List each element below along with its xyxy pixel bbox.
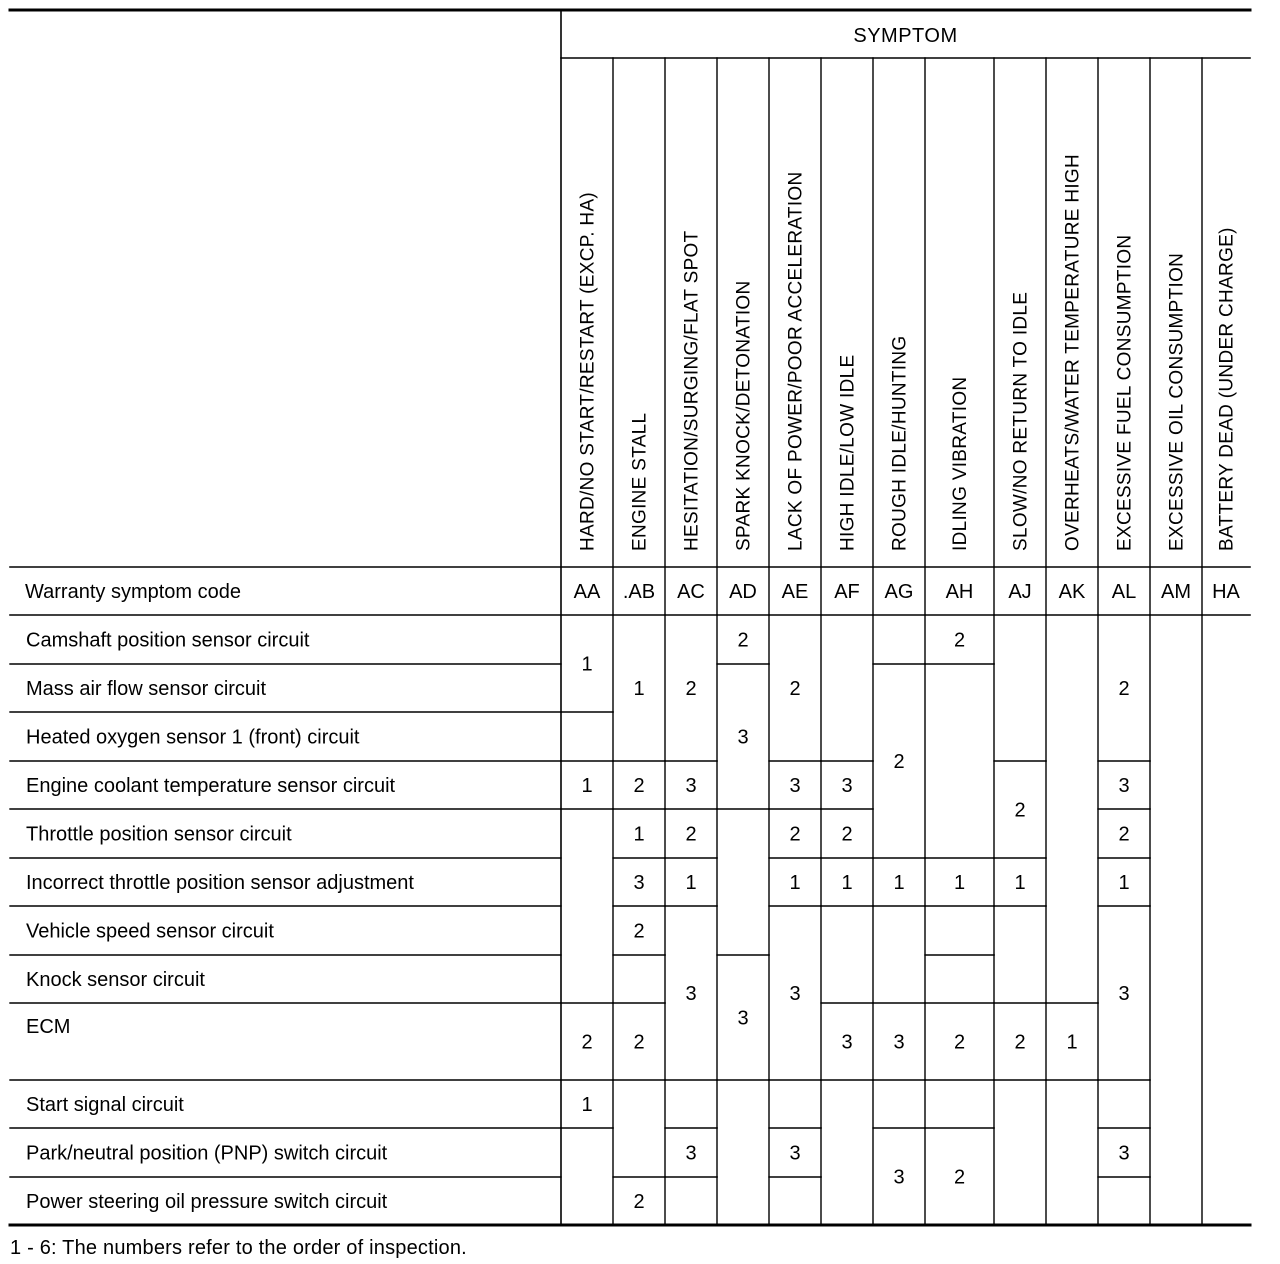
symptom-label: ROUGH IDLE/HUNTING [889, 335, 911, 551]
row-label: Mass air flow sensor circuit [26, 678, 267, 700]
inspection-order: 2 [953, 1031, 966, 1054]
symptom-label: SLOW/NO RETURN TO IDLE [1010, 291, 1032, 551]
symptom-label: HARD/NO START/RESTART (EXCP. HA) [577, 191, 599, 551]
row-label: Throttle position sensor circuit [26, 823, 292, 846]
inspection-order: 3 [737, 1007, 749, 1030]
inspection-order: 3 [633, 872, 645, 894]
inspection-order: 2 [841, 823, 853, 846]
row-label: Vehicle speed sensor circuit [26, 920, 274, 943]
symptom-label: HESITATION/SURGING/FLAT SPOT [681, 230, 703, 551]
inspection-order: 1 [581, 1094, 593, 1116]
row-label: Incorrect throttle position sensor adjustment [26, 872, 414, 894]
inspection-order: 3 [841, 1031, 853, 1054]
inspection-order: 2 [685, 678, 697, 700]
inspection-order: 2 [789, 678, 801, 700]
symptom-label: ENGINE STALL [629, 412, 651, 551]
inspection-order: 1 [633, 678, 645, 700]
row-label: Knock sensor circuit [26, 969, 205, 991]
inspection-order: 1 [789, 872, 801, 894]
symptom-code: AK [1058, 581, 1086, 603]
inspection-order: 3 [737, 726, 749, 749]
inspection-order: 1 [1066, 1031, 1078, 1054]
code-row-label: Warranty symptom code [25, 581, 241, 603]
inspection-order: 1 [581, 653, 593, 676]
symptom-code: AE [781, 581, 809, 603]
inspection-order: 3 [1118, 983, 1130, 1005]
symptom-code: AJ [1008, 581, 1032, 603]
inspection-order: 3 [789, 983, 801, 1005]
symptom-label: LACK OF POWER/POOR ACCELERATION [785, 171, 807, 551]
row-label: Camshaft position sensor circuit [26, 629, 310, 652]
inspection-order: 3 [1118, 1142, 1130, 1165]
symptom-label: SPARK KNOCK/DETONATION [733, 280, 755, 551]
inspection-order: 1 [841, 872, 853, 894]
inspection-order: 3 [685, 775, 697, 797]
inspection-order: 2 [1014, 799, 1026, 822]
symptom-code: AD [729, 581, 757, 603]
symptom-header: SYMPTOM [853, 25, 958, 47]
inspection-order: 2 [581, 1031, 593, 1054]
symptom-code: HA [1212, 581, 1240, 603]
row-label: Park/neutral position (PNP) switch circuit [26, 1142, 388, 1165]
symptom-code: AC [677, 581, 705, 603]
inspection-order: 3 [841, 775, 853, 797]
row-label: ECM [26, 1016, 71, 1038]
row-label: Engine coolant temperature sensor circuit [26, 775, 396, 797]
inspection-order: 1 [953, 872, 966, 894]
inspection-order: 3 [893, 1166, 905, 1189]
inspection-order: 1 [1014, 872, 1026, 894]
inspection-order: 2 [633, 920, 645, 943]
inspection-order: 2 [1014, 1031, 1026, 1054]
symptom-code: .AB [622, 581, 656, 603]
symptom-code: AM [1161, 581, 1191, 603]
row-label: Power steering oil pressure switch circuit [26, 1191, 388, 1213]
inspection-order: 2 [1118, 678, 1130, 700]
inspection-order: 2 [789, 823, 801, 846]
inspection-order: 1 [685, 872, 697, 894]
symptom-label: BATTERY DEAD (UNDER CHARGE) [1216, 227, 1238, 551]
symptom-label: EXCESSIVE OIL CONSUMPTION [1166, 252, 1188, 551]
inspection-order: 2 [737, 629, 749, 652]
symptom-label: OVERHEATS/WATER TEMPERATURE HIGH [1062, 153, 1084, 551]
symptom-label: IDLING VIBRATION [950, 376, 971, 551]
inspection-order: 3 [893, 1031, 905, 1054]
inspection-order: 1 [581, 775, 593, 797]
symptom-code: AF [834, 581, 860, 603]
inspection-order: 3 [685, 1142, 697, 1165]
inspection-order: 1 [893, 872, 905, 894]
inspection-order: 2 [633, 1031, 645, 1054]
symptom-label: HIGH IDLE/LOW IDLE [837, 354, 859, 551]
inspection-order: 2 [953, 1166, 966, 1189]
row-label: Heated oxygen sensor 1 (front) circuit [26, 726, 360, 749]
inspection-order: 2 [893, 751, 905, 773]
inspection-order: 3 [685, 983, 697, 1005]
inspection-order: 2 [633, 775, 645, 797]
symptom-code: AL [1111, 581, 1137, 603]
inspection-order: 1 [1118, 872, 1130, 894]
symptom-code: AA [573, 581, 601, 603]
inspection-order: 2 [685, 823, 697, 846]
symptom-code: AH [945, 581, 974, 603]
symptom-label: EXCESSIVE FUEL CONSUMPTION [1114, 234, 1136, 551]
footnote: 1 - 6: The numbers refer to the order of inspection. [10, 1237, 467, 1259]
inspection-order: 2 [633, 1191, 645, 1213]
inspection-order: 2 [953, 629, 966, 652]
inspection-order: 3 [789, 775, 801, 797]
row-label: Start signal circuit [26, 1094, 184, 1116]
symptom-code: AG [884, 581, 914, 603]
inspection-order: 3 [1118, 775, 1130, 797]
inspection-order: 1 [633, 823, 645, 846]
inspection-order: 2 [1118, 823, 1130, 846]
inspection-order: 3 [789, 1142, 801, 1165]
